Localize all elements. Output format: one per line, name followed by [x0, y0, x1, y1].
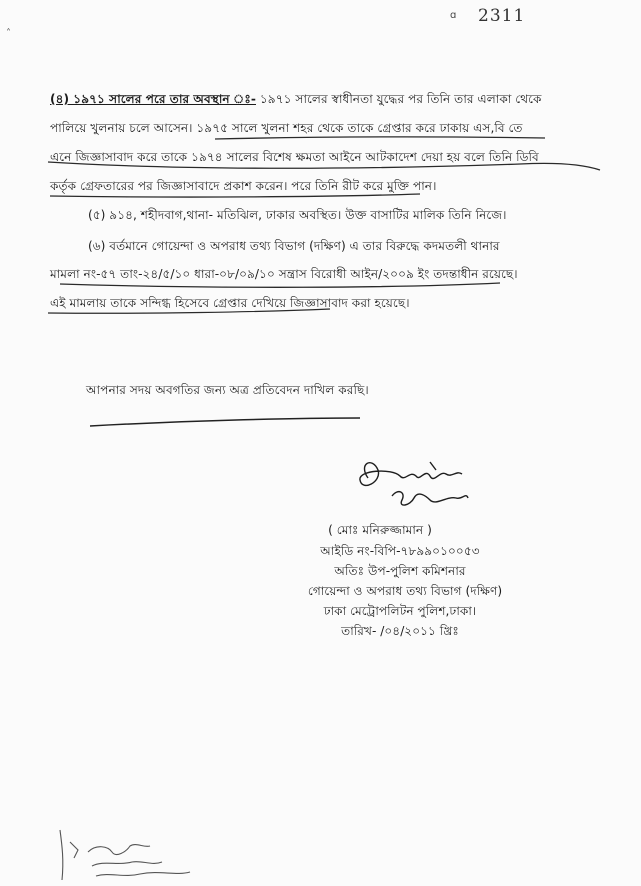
signatory-id: আইডি নং-বিপি-৭৮৯৯০১০০৫৩ — [320, 544, 480, 558]
margin-tick: ɑ — [450, 10, 457, 21]
signatory-date: তারিখ- /০৪/২০১১ খ্রিঃ — [341, 624, 459, 638]
underline-line-4 — [50, 194, 420, 197]
submission-note: আপনার সদয় অবগতির জন্য অত্র প্রতিবেদন দাখিল করছি। — [86, 383, 369, 397]
underline-line-3 — [48, 162, 600, 170]
section-6-line-1: (৬) বর্তমানে গোয়েন্দা ও অপরাধ তথ্য বিভাগ (দক্ষিণ) এ তার বিরুদ্ধে কদমতলী থানার — [88, 239, 500, 253]
signatory-department: গোয়েন্দা ও অপরাধ তথ্য বিভাগ (দক্ষিণ) — [307, 584, 503, 598]
section-5: (৫) ৯১৪, শহীদবাগ,থানা- মতিঝিল, ঢাকার অবস্থিত। উক্ত বাসাটির মালিক তিনি নিজে। — [88, 208, 507, 222]
underline-line-2 — [215, 137, 545, 139]
page-number: 2311 — [478, 6, 526, 26]
underline-section-6-line-2 — [60, 283, 500, 287]
underline-section-6-line-3 — [48, 309, 330, 313]
bottom-left-scribble — [60, 830, 190, 880]
section-6-line-2: মামলা নং-৫৭ তাং-২৪/৫/১০ ধারা-০৮/০৯/১০ সন্ত্রাস বিরোধী আইন/২০০৯ ইং তদন্তাধীন রয়েছে। — [50, 267, 518, 281]
signatory-organization: ঢাকা মেট্রোপলিটন পুলিশ,ঢাকা। — [323, 604, 477, 618]
section-4-heading: (৪) ১৯৭১ সালের পরে তার অবস্থান ঃ- — [50, 92, 256, 106]
section-4-line-1-text: ১৯৭১ সালের স্বাধীনতা যুদ্ধের পর তিনি তার এলাকা থেকে — [256, 92, 542, 106]
signature — [360, 462, 468, 505]
margin-mark: ˄ — [6, 28, 11, 39]
underline-submission-note — [90, 418, 360, 426]
signatory-name: ( মোঃ মনিরুজ্জামান ) — [328, 523, 432, 537]
section-4-line-3: এনে জিজ্ঞাসাবাদ করে তাকে ১৯৭৪ সালের বিশেষ ক্ষমতা আইনে আটকাদেশ দেয়া হয় বলে তিনি ডিবি — [50, 150, 539, 164]
signatory-designation: অতিঃ উপ-পুলিশ কমিশনার — [334, 564, 466, 578]
section-4-line-4: কর্তৃক গ্রেফতারের পর জিজ্ঞাসাবাদে প্রকাশ করেন। পরে তিনি রীট করে মুক্তি পান। — [50, 179, 437, 193]
section-4-line-2: পালিয়ে খুলনায় চলে আসেন। ১৯৭৫ সালে খুলনা শহর থেকে তাকে গ্রেপ্তার করে ঢাকায় এস,বি তে — [50, 121, 523, 135]
section-6-line-3: এই মামলায় তাকে সন্দিগ্ধ হিসেবে গ্রেপ্তার দেখিয়ে জিজ্ঞাসাবাদ করা হয়েছে। — [50, 296, 410, 310]
